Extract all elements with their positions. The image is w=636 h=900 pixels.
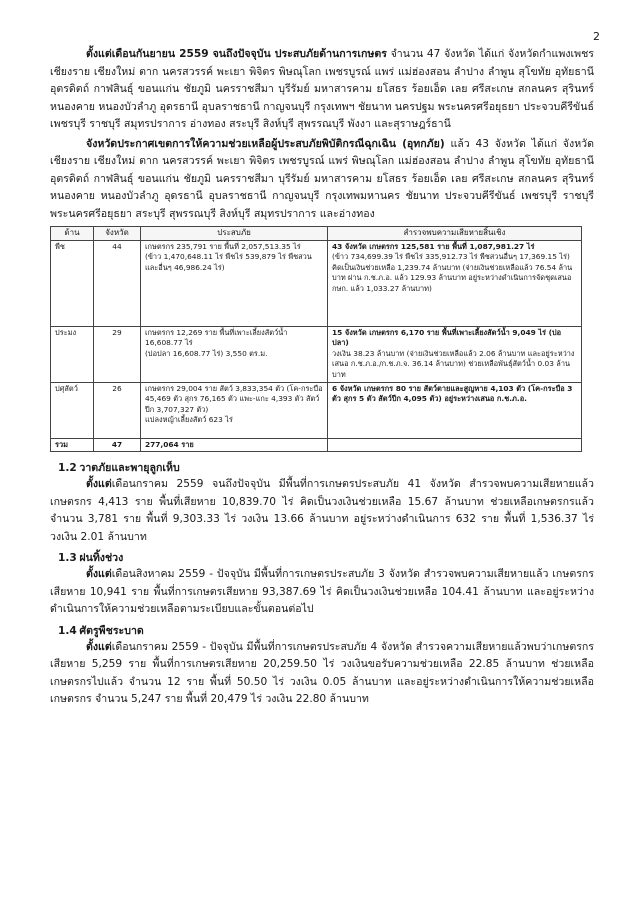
total-damage — [328, 438, 582, 452]
section-heading — [50, 623, 594, 639]
row-side: ปศุสัตว์ — [51, 382, 94, 438]
section-heading — [50, 460, 594, 476]
section-title: วาตภัยและพายุลูกเห็บ — [79, 462, 180, 474]
row-provinces: 44 — [94, 240, 141, 326]
table-row — [51, 326, 582, 382]
table-total-row — [51, 438, 582, 452]
row-side: ประมง — [51, 326, 94, 382]
total-affected: 277,064 ราย — [141, 438, 328, 452]
section-drought — [50, 550, 594, 619]
table-header-row — [51, 227, 582, 241]
damage-funding: คิดเป็นเงินช่วยเหลือ 1,239.74 ล้านบาท (จ่ายเงินช่วยเหลือแล้ว 76.54 ล้านบาท ผ่าน ก.ช.ภ.อ. แล้ว 129.93 ล้านบาท อยู่ระหว่างดำเนินการจัดชุดเสนอ กษก. แล้ว 1,033.27 ล้านบาท) — [332, 262, 573, 293]
section-text — [50, 566, 594, 619]
table-row — [51, 240, 582, 326]
section-text — [50, 476, 594, 546]
affected-detail: (บ่อปลา 16,608.77 ไร่) 3,550 ตร.ม. — [145, 348, 268, 358]
header-damage: สำรวจพบความเสียหายสิ้นเชิง — [328, 227, 582, 241]
section-title: ฝนทิ้งช่วง — [79, 552, 124, 564]
row-affected — [141, 382, 328, 438]
section-body: เดือนกราคม 2559 - ปัจจุบัน มีพื้นที่การเกษตรประสบภัย 4 จังหวัด สำรวจความเสียหายแล้วพบว่าเกษตรกรเสียหาย 5,259 ราย พื้นที่การเกษตรเสียหาย 20,259.50 ไร่ วงเงินขอรับความช่วยเหลือ 22.85 ล้านบาท ช่วยเหลือเกษตรกรไปแล้ว จำนวน 12 ราย พื้นที่ 50.50 ไร่ วงเงิน 0.05 ล้านบาท และอยู่ระหว่างดำเนินการให้ความช่วยเหลือเกษตรกร จำนวน 5,247 ราย พื้นที่ 20,479 ไร่ วงเงิน 22.80 ล้านบาท — [50, 640, 594, 705]
total-provinces: 47 — [94, 438, 141, 452]
row-damage — [328, 240, 582, 326]
section-body: เดือนกราคม 2559 จนถึงปัจจุบัน มีพื้นที่การเกษตรประสบภัย 41 จังหวัด สำรวจพบความเสียหายแล้ว เกษตรกร 4,413 ราย พื้นที่เสียหาย 10,839.70 ไร่ คิดเป็นวงเงินช่วยเหลือ 15.67 ล้านบาท ช่วยเหลือเกษตรกรแล้ว จำนวน 3,781 ราย พื้นที่ 9,303.33 ไร่ วงเงิน 13.66 ล้านบาท อยู่ระหว่างดำเนินการ 632 ราย พื้นที่ 1,536.37 ไร่ วงเงิน 2.01 ล้านบาท — [50, 478, 594, 543]
row-provinces: 26 — [94, 382, 141, 438]
agri-disaster-text: จำนวน 47 จังหวัด ได้แก่ จังหวัดกำแพงเพชร เชียงราย เชียงใหม่ ตาก นครสวรรค์ พะเยา พิจิตร พิษณุโลก เพชรบูรณ์ แพร่ แม่ฮ่องสอน ลำปาง ลำพูน สุโขทัย อุทัยธานี อุตรดิตถ์ กาฬสินธุ์ ขอนแก่น ชัยภูมิ นครราชสีมา บุรีรัมย์ มหาสารคาม ยโสธร ร้อยเอ็ด เลย ศรีสะเกษ สกลนคร สุรินทร์ หนองคาย หนองบัวลำภู อุดรธานี อุบลราชธานี กาญจนบุรี กรุงเทพฯ ชัยนาท นครปฐม พระนครศรีอยุธยา ประจวบคีรีขันธ์ เพชรบุรี ราชบุรี สมุทรปราการ อ่างทอง สระบุรี สิงห์บุรี สุพรรณบุรี พังงา และสุราษฎร์ธานี — [50, 48, 594, 130]
section-storm — [50, 460, 594, 546]
damage-table — [50, 226, 582, 452]
total-label: รวม — [51, 438, 94, 452]
section-heading — [50, 550, 594, 566]
section-number: 1.4 — [58, 624, 77, 637]
row-damage — [328, 326, 582, 382]
row-side: พืช — [51, 240, 94, 326]
emergency-zone-paragraph — [50, 136, 594, 224]
emergency-zone-lead: จังหวัดประกาศเขตการให้ความช่วยเหลือผู้ประสบภัยพิบัติกรณีฉุกเฉิน (อุทกภัย) — [86, 137, 445, 150]
section-number: 1.2 — [58, 462, 77, 474]
damage-summary: 6 จังหวัด เกษตรกร 80 ราย สัตว์ตายและสูญหาย 4,103 ตัว (โค-กระบือ 3 ตัว สุกร 5 ตัว สัตว์ปีก 4,095 ตัว) อยู่ระหว่างเสนอ ก.ช.ภ.อ. — [332, 383, 573, 403]
header-affected: ประสบภัย — [141, 227, 328, 241]
section-text — [50, 639, 594, 709]
section-lead: ตั้งแต่ — [86, 568, 112, 580]
header-side: ด้าน — [51, 227, 94, 241]
affected-summary: เกษตรกร 29,004 ราย สัตว์ 3,833,354 ตัว (โค-กระบือ 45,469 ตัว สุกร 76,165 ตัว แพะ-แกะ 4,393 ตัว สัตว์ปีก 3,707,327 ตัว) — [145, 383, 323, 414]
row-damage — [328, 382, 582, 438]
section-number: 1.3 — [58, 552, 77, 564]
affected-detail: (ข้าว 1,470,648.11 ไร่ พืชไร่ 539,879 ไร่ พืชสวนและอื่นๆ 46,986.24 ไร่) — [145, 252, 312, 272]
damage-summary: 43 จังหวัด เกษตรกร 125,581 ราย พื้นที่ 1,087,981.27 ไร่ — [332, 241, 535, 251]
header-provinces: จังหวัด — [94, 227, 141, 241]
damage-detail: (ข้าว 734,699.39 ไร่ พืชไร่ 335,912.73 ไร่ พืชสวนอื่นๆ 17,369.15 ไร่) — [332, 252, 570, 261]
affected-summary: เกษตรกร 235,791 ราย พื้นที่ 2,057,513.35 ไร่ — [145, 241, 301, 251]
damage-summary: 15 จังหวัด เกษตรกร 6,170 ราย พื้นที่เพาะเลี้ยงสัตว์น้ำ 9,049 ไร่ (บ่อปลา) — [332, 327, 562, 347]
emergency-zone-text: แล้ว 43 จังหวัด ได้แก่ จังหวัดเชียงราย เชียงใหม่ ตาก นครสวรรค์ พะเยา พิจิตร เพชรบูรณ์ แพร่ พิษณุโลก แม่ฮ่องสอน ลำปาง ลำพูน สุโขทัย อุทัยธานี อุตรดิตถ์ กาฬสินธุ์ ขอนแก่น ชัยภูมิ นครราชสีมา บุรีรัมย์ มหาสารคาม ยโสธร ร้อยเอ็ด เลย ศรีสะเกษ สกลนคร สุรินทร์ หนองคาย หนองบัวลำภู อุดรธานี อุบลราชธานี กาญจนบุรี กรุงเทพมหานคร ชัยนาท ประจวบคีรีขันธ์ เพชรบุรี ราชบุรี พระนครศรีอยุธยา สระบุรี สุพรรณบุรี สิงห์บุรี สมุทรปราการ และอ่างทอง — [50, 137, 595, 220]
damage-detail: วงเงิน 38.23 ล้านบาท (จ่ายเงินช่วยเหลือแล้ว 2.06 ล้านบาท และอยู่ระหว่างเสนอ ก.ช.ภ.อ./ก.ช.ภ.จ. 36.14 ล้านบาท) ช่วยเหลือพันธุ์สัตว์น้ำ 0.03 ล้านบาท — [332, 348, 575, 379]
section-lead: ตั้งแต่ — [86, 640, 112, 653]
document-body — [50, 46, 594, 709]
affected-summary: เกษตรกร 12,269 ราย พื้นที่เพาะเลี้ยงสัตว์น้ำ 16,608.77 ไร่ — [145, 327, 288, 347]
table-row — [51, 382, 582, 438]
section-lead: ตั้งแต่ — [86, 478, 112, 490]
agri-disaster-paragraph — [50, 46, 594, 134]
section-pests — [50, 623, 594, 709]
row-affected — [141, 326, 328, 382]
affected-detail: แปลงหญ้าเลี้ยงสัตว์ 623 ไร่ — [145, 415, 233, 424]
row-provinces: 29 — [94, 326, 141, 382]
agri-disaster-lead: ตั้งแต่เดือนกันยายน 2559 จนถึงปัจจุบัน ประสบภัยด้านการเกษตร — [86, 48, 387, 60]
section-title: ศัตรูพืชระบาด — [79, 624, 144, 637]
row-affected — [141, 240, 328, 326]
page-number: 2 — [593, 30, 600, 43]
section-body: เดือนสิงหาคม 2559 - ปัจจุบัน มีพื้นที่การเกษตรประสบภัย 3 จังหวัด สำรวจพบความเสียหายแล้ว เกษตรกรเสียหาย 10,941 ราย พื้นที่การเกษตรเสียหาย 93,387.69 ไร่ คิดเป็นวงเงินช่วยเหลือ 104.41 ล้านบาท และอยู่ระหว่างดำเนินการให้ความช่วยเหลือตามระเบียบและขั้นตอนต่อไป — [50, 568, 594, 615]
